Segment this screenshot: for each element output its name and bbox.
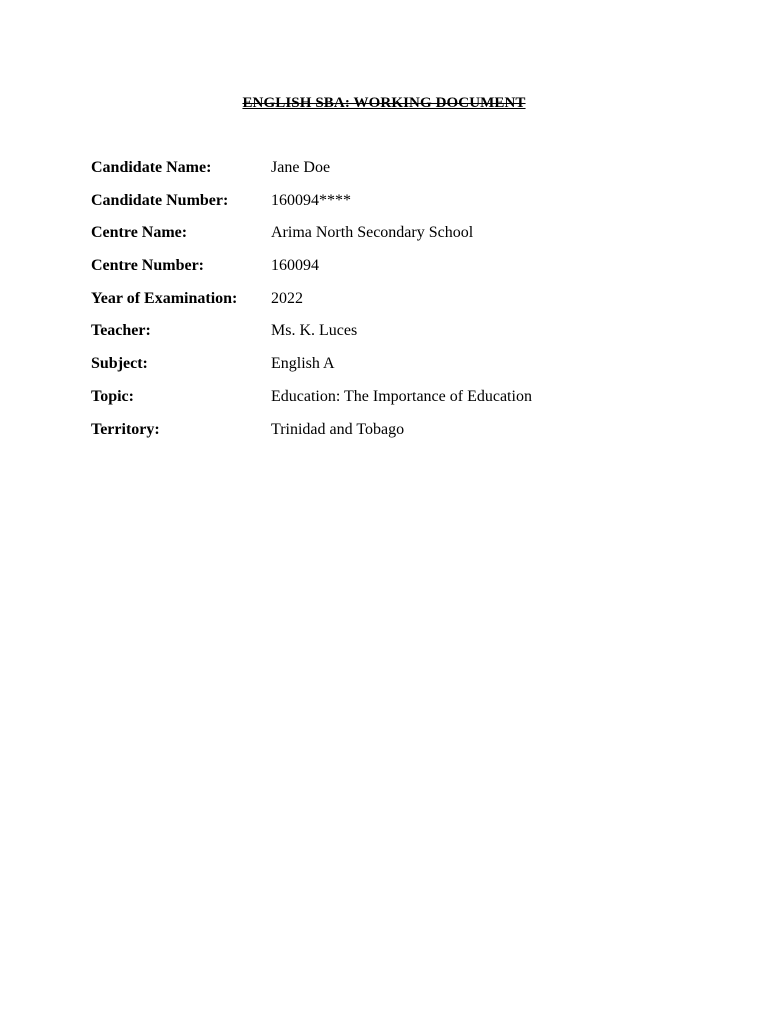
field-label: Teacher: xyxy=(91,322,151,340)
info-row-teacher xyxy=(91,319,711,352)
info-row-candidate-name xyxy=(91,156,711,189)
field-value: Arima North Secondary School xyxy=(271,224,474,242)
field-label: Year of Examination: xyxy=(91,289,238,307)
field-value: Trinidad and Tobago xyxy=(271,420,405,438)
field-value: English A xyxy=(271,355,335,373)
field-value: Jane Doe xyxy=(271,159,331,176)
field-label: Topic: xyxy=(91,387,134,405)
field-label: Centre Name: xyxy=(91,224,188,242)
info-row-candidate-number xyxy=(91,189,711,222)
field-label: Subject: xyxy=(91,355,148,373)
field-label: Candidate Name: xyxy=(91,159,212,176)
candidate-info-table xyxy=(91,156,711,450)
field-value: 160094**** xyxy=(271,191,351,209)
info-row-year-of-examination xyxy=(91,287,711,320)
field-label: Territory: xyxy=(91,420,160,438)
field-label: Centre Number: xyxy=(91,257,205,275)
field-label: Candidate Number: xyxy=(91,191,229,209)
info-row-centre-name xyxy=(91,221,711,254)
info-row-topic xyxy=(91,385,711,418)
info-row-subject xyxy=(91,352,711,385)
field-value: Education: The Importance of Education xyxy=(271,387,532,405)
document-title: ENGLISH SBA: WORKING DOCUMENT xyxy=(242,95,526,111)
field-value: 2022 xyxy=(271,289,303,307)
info-row-territory xyxy=(91,418,711,451)
info-row-centre-number xyxy=(91,254,711,287)
field-value: Ms. K. Luces xyxy=(271,322,358,340)
field-value: 160094 xyxy=(271,257,319,275)
